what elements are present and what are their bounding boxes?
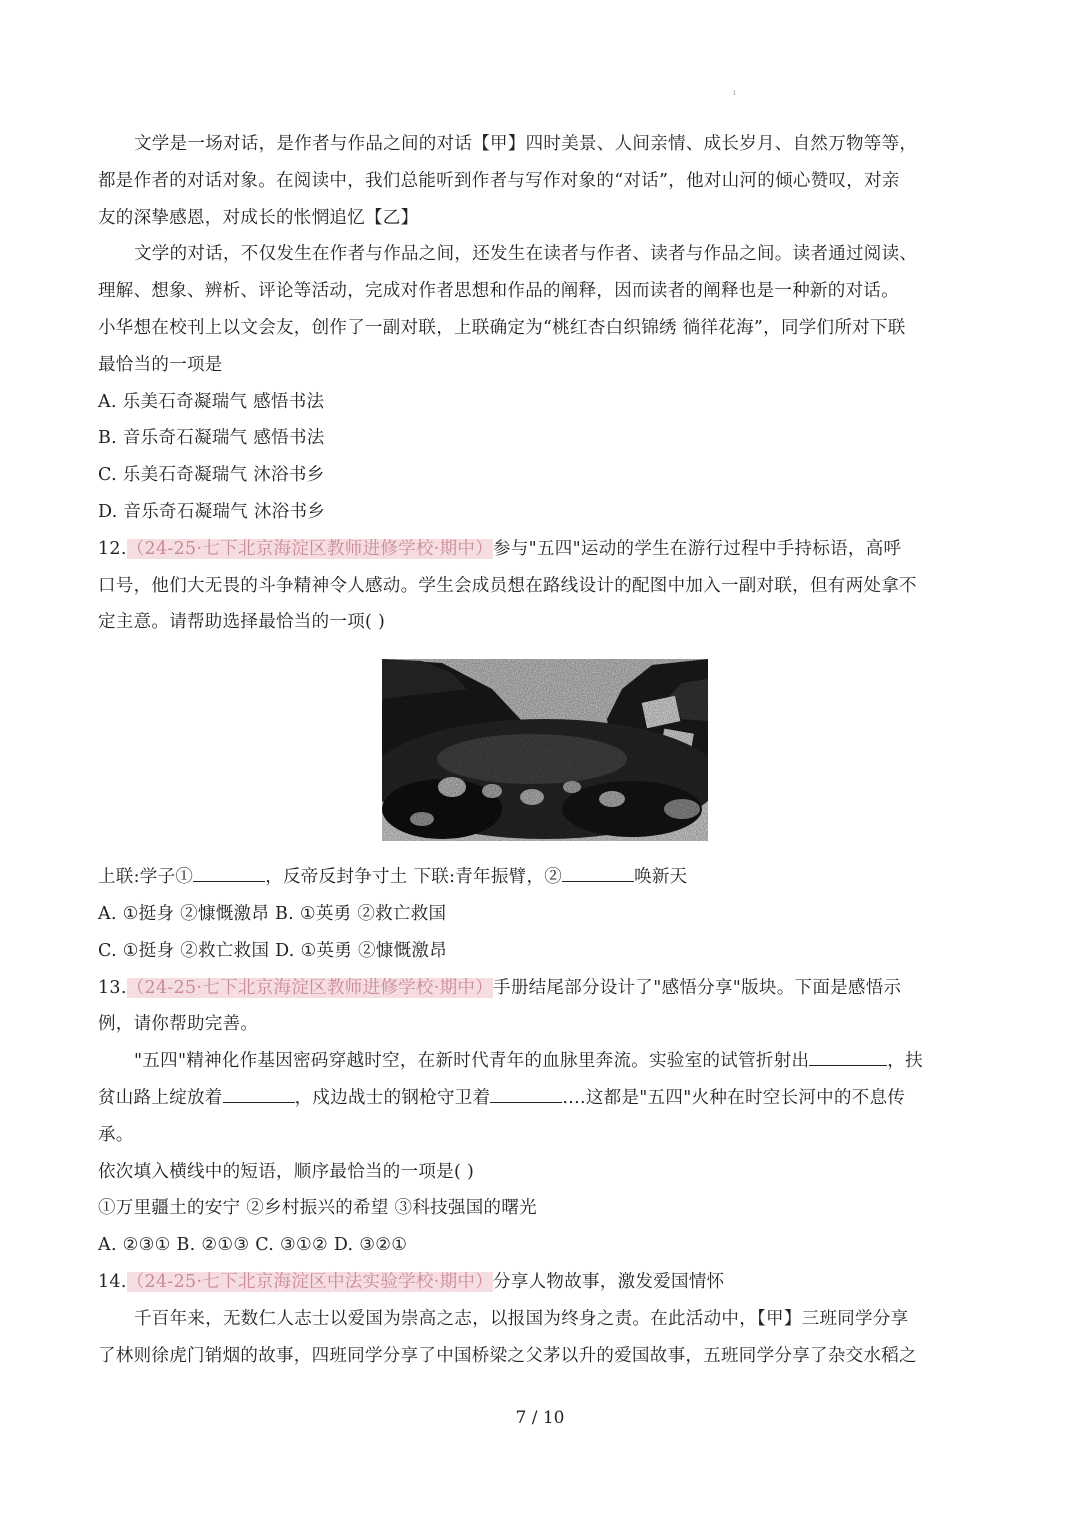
- q13-instruction: 依次填入横线中的短语，顺序最恰当的一项是( ): [98, 1161, 475, 1182]
- q13-blank-3: [490, 1085, 562, 1103]
- q13-source-tag: （24-25·七下北京海淀区教师进修学校·期中）: [126, 977, 494, 998]
- q14-para-line1: 千百年来，无数仁人志士以爱国为崇高之志，以报国为终身之责。在此活动中，【甲】三班同学分享: [134, 1308, 909, 1329]
- q12-couplet-middle: ，反帝反封争寸土 下联:青年振臂，②: [265, 867, 563, 888]
- q12-source-tag: （24-25·七下北京海淀区教师进修学校·期中）: [126, 538, 494, 559]
- q13-stem-line1: [98, 970, 986, 1007]
- q13-para-text-e: ....这都是"五四"火种在时空长河中的不息传: [562, 1087, 906, 1108]
- q11-stem-line1: 小华想在校刊上以文会友，创作了一副对联，上联确定为“桃红杏白织锦绣 徜徉花海”，同学们所对下联: [98, 317, 906, 338]
- q13-stem-text: 手册结尾部分设计了"感悟分享"版块。下面是感悟示: [493, 977, 902, 998]
- q14-stem-text: 分享人物故事，激发爱国情怀: [493, 1271, 725, 1292]
- q12-couplet-end: 唤新天: [634, 867, 688, 888]
- q13-blank-1: [809, 1048, 887, 1066]
- q11-option-c: C. 乐美石奇凝瑞气 沐浴书乡: [98, 465, 325, 486]
- q13-para-line2: [98, 1080, 986, 1117]
- q13-number: 13.: [98, 977, 127, 998]
- q14-para-line2: 了林则徐虎门销烟的故事，四班同学分享了中国桥梁之父茅以升的爱国故事，五班同学分享了杂交水稻之: [98, 1345, 917, 1366]
- q11-option-d: D. 音乐奇石凝瑞气 沐浴书乡: [98, 501, 326, 522]
- q12-couplet: [98, 859, 986, 896]
- q13-options: A. ②③① B. ②①③ C. ③①② D. ③②①: [98, 1235, 408, 1256]
- q13-para-text-d: ，戍边战士的钢枪守卫着: [294, 1087, 491, 1108]
- q12-options-line2: C. ①挺身 ②救亡救国 D. ①英勇 ②慷慨激昂: [98, 940, 447, 961]
- page-number: 7 / 10: [515, 1408, 565, 1428]
- q14-source-tag: （24-25·七下北京海淀区中法实验学校·期中）: [126, 1271, 494, 1292]
- q11-option-b: B. 音乐奇石凝瑞气 感悟书法: [98, 428, 325, 449]
- q12-number: 12.: [98, 538, 127, 559]
- q13-stem-line2: 例，请你帮助完善。: [98, 1014, 259, 1035]
- intro-p1-line2: 都是作者的对话对象。在阅读中，我们总能听到作者与写作对象的“对话”，他对山河的倾心赞叹，对亲: [98, 170, 900, 191]
- q12-options-line1: A. ①挺身 ②慷慨激昂 B. ①英勇 ②救亡救国: [98, 903, 447, 924]
- q12-stem-line3: 定主意。请帮助选择最恰当的一项( ): [98, 612, 386, 633]
- q13-para-text-a: "五四"精神化作基因密码穿越时空，在新时代青年的血脉里奔流。实验室的试管折射出: [134, 1051, 810, 1072]
- intro-p2-line2: 理解、想象、辨析、评论等活动，完成对作者思想和作品的阐释，因而读者的阐释也是一种新的对话。: [98, 281, 899, 302]
- q14-number: 14.: [98, 1271, 127, 1292]
- q13-para-text-b: ，扶: [887, 1051, 923, 1072]
- intro-p2-line1: 文学的对话，不仅发生在作者与作品之间，还发生在读者与作者、读者与作品之间。读者通过阅读、: [134, 244, 918, 265]
- q12-blank-1: [193, 864, 265, 882]
- q11-stem-line2: 最恰当的一项是: [98, 354, 223, 375]
- corner-mark: ı: [733, 88, 736, 97]
- q13-para-line1: [98, 1043, 986, 1080]
- q12-stem-line2: 口号，他们大无畏的斗争精神令人感动。学生会成员想在路线设计的配图中加入一副对联，但有两处拿不: [98, 575, 917, 596]
- q13-phrases: ①万里疆土的安宁 ②乡村振兴的希望 ③科技强国的曙光: [98, 1198, 537, 1219]
- q12-stem-line1: [98, 531, 986, 568]
- q12-couplet-upper-start: 上联:学子①: [98, 867, 194, 888]
- q12-stem-text: 参与"五四"运动的学生在游行过程中手持标语，高呼: [493, 538, 902, 559]
- q11-option-a: A. 乐美石奇凝瑞气 感悟书法: [98, 391, 325, 412]
- q13-para-line3: 承。: [98, 1124, 134, 1145]
- q14-stem: [98, 1264, 986, 1301]
- intro-p1-line1: 文学是一场对话，是作者与作品之间的对话【甲】四时美景、人间亲情、成长岁月、自然万物等等，: [134, 134, 918, 154]
- q13-blank-2: [223, 1085, 295, 1103]
- q13-para-text-c: 贫山路上绽放着: [98, 1087, 223, 1108]
- may-fourth-protest-photo: [382, 659, 708, 841]
- intro-p1-line3: 友的深挚感恩，对成长的怅惘追忆【乙】: [98, 207, 419, 228]
- q12-blank-2: [562, 864, 634, 882]
- document-page: [98, 126, 986, 1374]
